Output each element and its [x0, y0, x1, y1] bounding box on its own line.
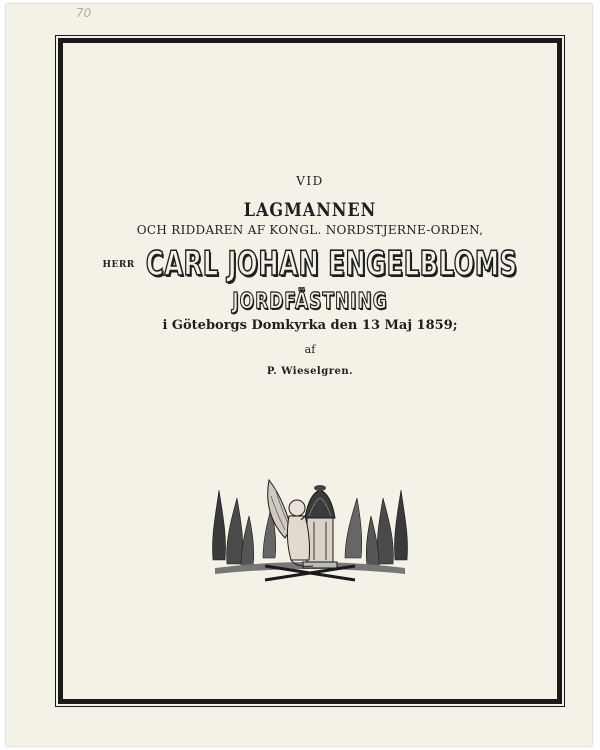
vid-text: VID	[296, 174, 324, 188]
title-lagmannen: LAGMANNEN	[243, 198, 377, 221]
jordfastning-heading: JORDFÄSTNING	[232, 289, 388, 315]
author-name: P. Wieselgren.	[266, 366, 354, 377]
title-block	[58, 38, 562, 377]
place-date-line: i Göteborgs Domkyrka den 13 Maj 1859;	[162, 318, 458, 333]
pencil-annotation: 70	[76, 6, 92, 20]
name-line	[58, 245, 562, 284]
herr-text: HERR	[102, 259, 135, 270]
order-line: OCH RIDDAREN AF KONGL. NORDSTJERNE-ORDEN,	[136, 223, 484, 237]
mourning-angel-urn-vignette-icon	[205, 468, 415, 588]
deceased-name: CARL JOHAN ENGELBLOMS	[145, 245, 518, 284]
af-text: af	[304, 343, 316, 356]
